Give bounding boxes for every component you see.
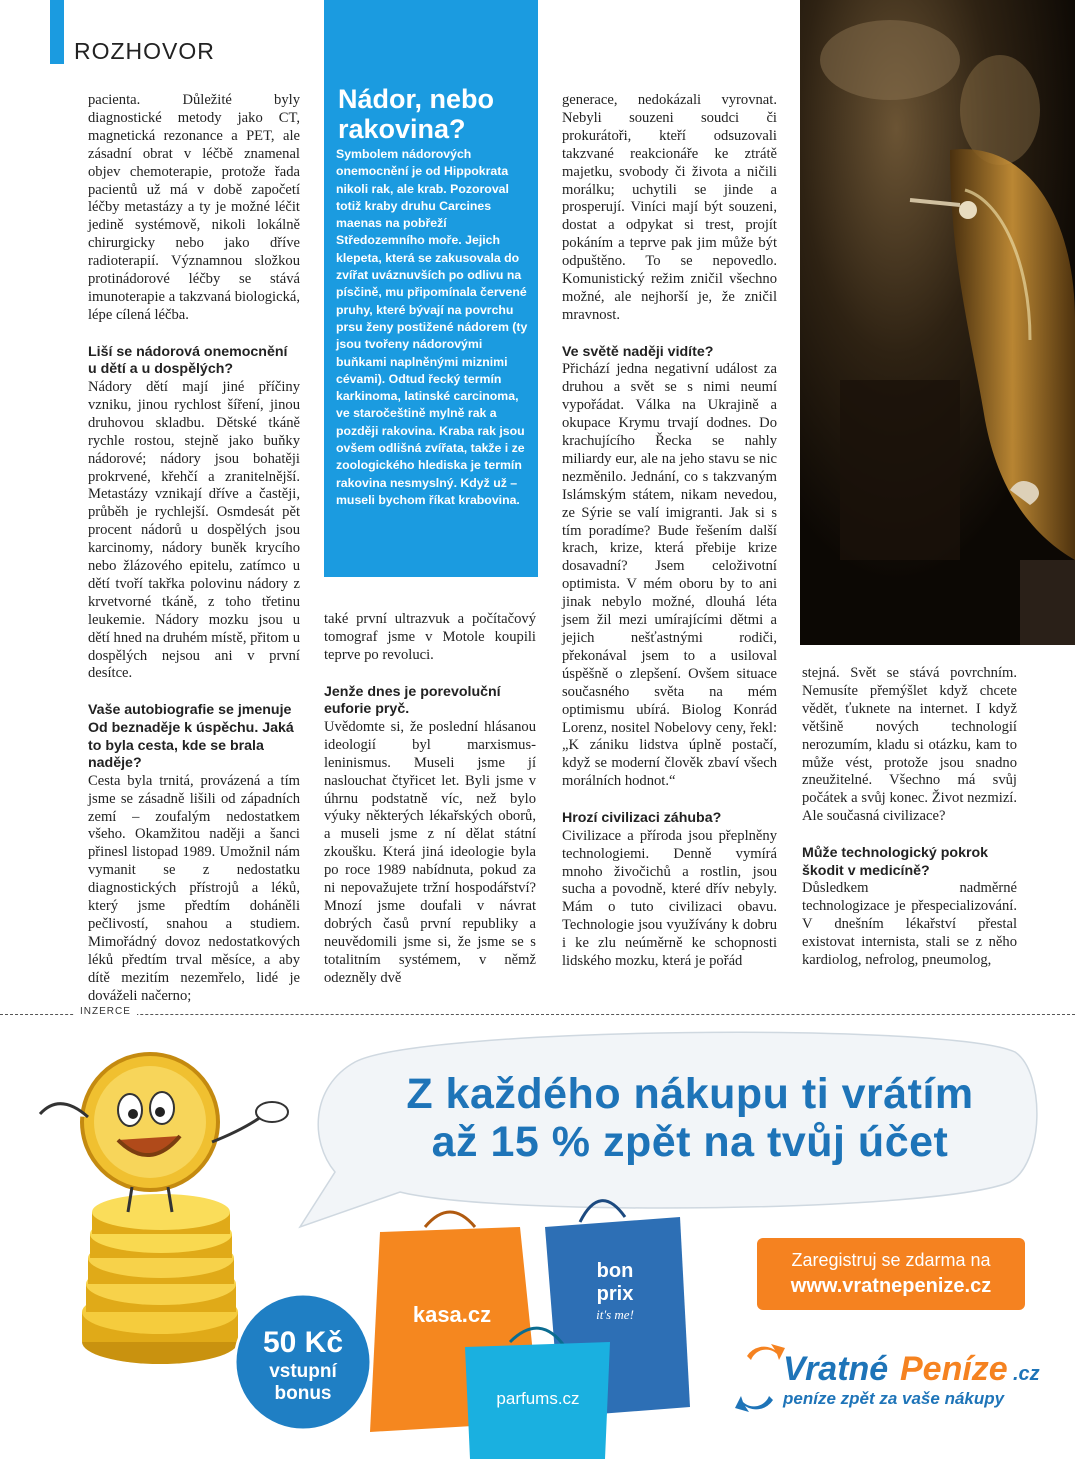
ad-headline-line1: Z každého nákupu ti vrátím bbox=[406, 1070, 974, 1118]
logo-word-2: Peníze bbox=[900, 1350, 1008, 1388]
logo-word-1: Vratné bbox=[783, 1350, 889, 1388]
sidebar-title: Nádor, nebo rakovina? bbox=[338, 84, 495, 144]
section-label: ROZHOVOR bbox=[74, 38, 215, 64]
cta-text: Zaregistruj se zdarma na bbox=[791, 1250, 991, 1270]
bag-parfums-label: parfums.cz bbox=[496, 1389, 580, 1408]
article-column-4 bbox=[802, 665, 1017, 970]
section-tab-bar bbox=[50, 0, 64, 64]
ad-label-row bbox=[0, 1006, 1075, 1022]
sidebar-body: Symbolem nádorových onemocnění je od Hippokrata nikoli rak, ale krab. Pozoroval totiž kraby druhu Carcines maenas na pobřeží Středozemního moře. Jejich klepeta, která se zakusovala do zvířat uváznuvších po odlivu na písčině, mu připomínala červené pruhy, které bývají na povrchu prsu ženy postižené nádorem (ty jsou tvořeny nádorovými buňkami naplněnými miznimi cévami). Odtud řecký termín karkinoma, latinské carcinoma, ve staročeštině mylně rak a později rakovina. Kraba rak jsou ovšem odlišná zvířata, takže i ze zoologického hlediska je termín rakovina nesmyslný. Když už – museli bychom říkat krabovina. bbox=[336, 147, 528, 507]
badge-line3: bonus bbox=[274, 1383, 332, 1404]
logo-tagline: peníze zpět za vaše nákupy bbox=[783, 1389, 1005, 1408]
vratnepenize-logo bbox=[725, 1338, 1055, 1418]
article-column-1 bbox=[88, 92, 300, 1006]
paragraph: stejná. Svět se stává povrchním. Nemusíte přemýšlet když chcete vědět, ťuknete na internet. I když většině nových technologií nerozumím, kladu si otázku, kam to může vést, protože jsou snadno zneužitelné. Všechno má svůj počátek a svůj konec. Život nezmizí. Ale současná civilizace? bbox=[802, 665, 1017, 825]
paragraph: Cesta byla trnitá, provázená a tím jsme se zásadně lišili od západních zemí – zoufalým nedostatkem všeho. Okamžitou naději a šanci přinesl listopad 1989. Umožnil nám vymanit se z nedostatku diagnostických přístrojů a léků, který jsme předtím doháněli pečlivostí, snahou a studiem. Mimořádný dovoz nedostatkových léků předtím trval měsíce, a aby dítě mezitím nezemřelo, lidé je dováželi načerno; bbox=[88, 772, 300, 1004]
coin-stack-icon bbox=[82, 1194, 238, 1364]
badge-line2: vstupní bbox=[269, 1361, 337, 1382]
logo-tld: .cz bbox=[1013, 1363, 1040, 1385]
paragraph: Nádory dětí mají jiné příčiny vzniku, jinou rychlost šíření, jinou druhovou skladbu. Dětské tkáně rychle rostou, stejně jako buňky nádorové; nádory jsou bohatěji prokrvené, křehčí a zranitelnější. Metastázy vznikají dříve a častěji, průběh je rychlejší. Osmdesát pět procent nádorů u dospělých jsou karcinomy, nádory buněk krycího nebo žlázového epitelu, zatímco u dětí tvoří takřka polovinu nádory z krvetvorné tkáně, z toho třetinu leukemie. Nádory mozku jsou u dětí hned na druhém místě, přitom u dospělých nejsou ani v první desítce. bbox=[88, 378, 300, 682]
coin-mascot-icon bbox=[40, 1054, 288, 1212]
ad-headline-line2: až 15 % zpět na tvůj účet bbox=[431, 1118, 949, 1166]
ad-headline bbox=[300, 1070, 1075, 1166]
paragraph: Uvědomte si, že poslední hlásanou ideologií byl marxismus-leninismus. Museli jsme jí naslouchat čtyřicet let. Byli jsme v úhrnu podstatně víc, než bylo výuky některých lékařských oborů, a museli jsme z ní dělat státní zkoušku. Která jiná ideologie byla po roce 1989 nabídnuta, pokud za ni nepovažujete tržní hospodářství? Mnozí jsme doufali v návrat dobrých časů první republiky a neuvědomili jsme si, že jsme se s totalitním systémem, v němž odezněly dvě bbox=[324, 718, 536, 986]
question-heading: Jenže dnes je porevoluční euforie pryč. bbox=[324, 683, 501, 718]
paragraph: Přichází jedna negativní událost za druhou a svět se s nimi neumí vypořádat. Válka na Ukrajině a okupace Krymu trvají dodnes. Do krachujícího Řecka se nahly miliardy eur, ale na jeho stavu se nic nezměnilo. Jednání, co s takzvaným Islámským státem, nikam nevedou, ze Sýrie se valí imigranti. Jak si s tím poradíme? Bude řešením další krach, krize, která přebije krize dosavadní? Jsem celoživotní optimista. V mém oboru by to ani jinak nebylo možné, dlouhá léta jsem žil mezi umírajícími dětmi a jejich nešťastnými rodiči, překonával jsem to a usiloval úspěšně o zlepšení. Ovšem situace současného světa na mém optimismu ubírá. Biolog Konrád Lorenz, nositel Nobelovy ceny, řekl: „K zániku lidstva úplně postačí, když se moderní člověk zbaví všech morálních hodnot.“ bbox=[562, 361, 777, 790]
bonus-badge bbox=[235, 1294, 371, 1430]
question-heading: Hrozí civilizaci záhuba? bbox=[562, 810, 722, 827]
interview-photo bbox=[800, 0, 1075, 645]
bag-bonprix-label-3: it's me! bbox=[596, 1307, 634, 1322]
paragraph: Civilizace a příroda jsou přeplněny technologiemi. Denně vymírá mnoho živočichů a rostlin, jsou sucha a povodně, které dřív nebyly. Mám o tuto civilizaci obavu. Technologie jsou využívány k dobru i ke zlu neúměrně ke schopnosti lidského mozku, která je pořád bbox=[562, 827, 777, 970]
badge-amount: 50 Kč bbox=[262, 1326, 344, 1359]
register-cta-button[interactable] bbox=[757, 1238, 1025, 1310]
paragraph: také první ultrazvuk a počítačový tomograf jsme v Motole koupili teprve po revoluci. bbox=[324, 611, 536, 663]
question-heading: Vaše autobiografie se jmenuje Od beznaděje k úspěchu. Jaká to byla cesta, kde se brala naděje? bbox=[88, 702, 294, 772]
bag-bonprix-label-1: bon bbox=[596, 1260, 634, 1282]
refresh-arrows-icon bbox=[735, 1344, 785, 1412]
question-heading: Liší se nádorová onemocnění u dětí a u dospělých? bbox=[88, 343, 288, 378]
paragraph: generace, nedokázali vyrovnat. Nebyli souzeni soudci či prokurátoři, kteří odsuzovali takzvané reakcionáře ke ztrátě majetku, svobody či života a ničili morálku; uchytili se jinde a prosperují. Viníci mají být souzeni, dostat a odpykat si trest, projít pokáním a teprve pak jim může být odpuštěno. To se nepovedlo. Komunistický režim zničil všechno možné, ale nejhorší je, že zničil mravnost. bbox=[562, 92, 777, 323]
paragraph: pacienta. Důležité byly diagnostické metody jako CT, magnetická rezonance a PET, ale zásadní obrat v léčbě znamenal objev chemoterapie, protože řada pacientů už má v době započetí léčby metastázy a ty je možné léčit jedině systémově, nikoli lokálně chirurgicky nebo jako dříve radioterapií. Významnou složkou protinádorové léčby se stává imunoterapie a takzvaná biologická, lépe cílená léčba. bbox=[88, 92, 300, 323]
article-column-3 bbox=[562, 92, 777, 971]
question-heading: Ve světě naději vidíte? bbox=[562, 343, 714, 360]
bag-bonprix-label-2: prix bbox=[596, 1283, 634, 1305]
photo-illustration bbox=[800, 0, 1075, 645]
shopping-bag-parfums bbox=[465, 1328, 610, 1459]
logo-graphic bbox=[725, 1338, 1055, 1418]
bag-kasa-label: kasa.cz bbox=[412, 1302, 492, 1327]
article-column-2 bbox=[324, 611, 536, 988]
paragraph: Důsledkem nadměrné technologizace je přespecializování. V dnešním lékařství přestal existovat internista, stali se z něho kardiolog, nefrolog, pneumolog, bbox=[802, 880, 1017, 968]
cta-url: www.vratnepenize.cz bbox=[790, 1275, 992, 1297]
ad-label: INZERCE bbox=[74, 1006, 137, 1017]
sidebar-box bbox=[324, 0, 538, 577]
question-heading: Může technologický pokrok škodit v medicíně? bbox=[802, 845, 989, 879]
